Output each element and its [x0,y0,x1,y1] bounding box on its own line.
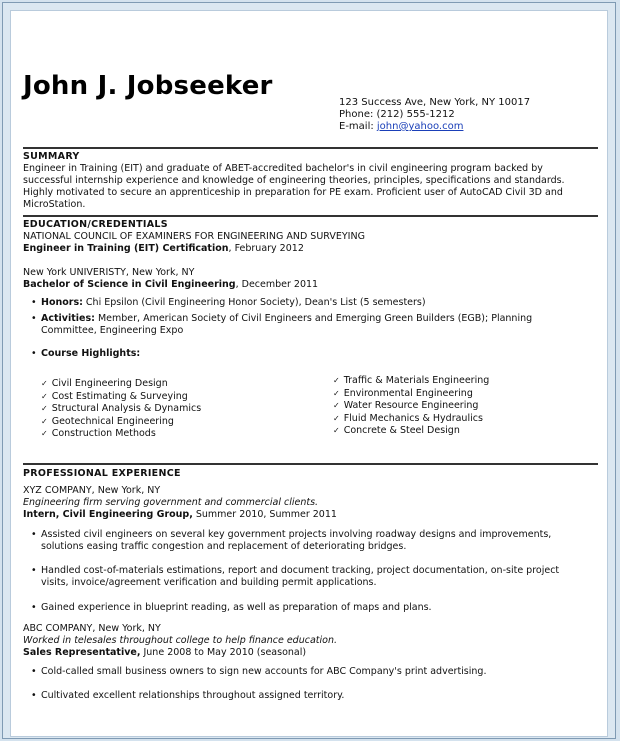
course-name: Fluid Mechanics & Hydraulics [343,412,483,424]
candidate-name: John J. Jobseeker [23,71,273,101]
cert-name: Engineer in Training (EIT) Certification [23,243,229,254]
course-item [41,428,156,440]
course-item [41,378,168,390]
bullet-text: Handled cost-of-materials estimations, report and document tracking, project documentation, on-site project [41,565,560,576]
cert-org: NATIONAL COUNCIL OF EXAMINERS FOR ENGINEERING AND SURVEYING [23,231,365,242]
course-item [333,388,473,400]
checkmark-icon: ✓ [333,376,340,385]
email-label: E-mail: [339,121,377,132]
contact-block [339,97,530,133]
activities-text-cont: Committee, Engineering Expo [41,325,184,336]
job2-role-date: June 2008 to May 2010 (seasonal) [140,647,307,658]
course-highlights-item [31,348,589,360]
job1-description: Engineering firm serving government and commercial clients. [23,497,319,508]
checkmark-icon: ✓ [41,404,48,413]
education-title: EDUCATION/CREDENTIALS [23,219,168,230]
activities-item [31,313,589,337]
course-item [333,425,460,437]
bullet-icon: • [31,666,37,677]
school-line: New York UNIVERISTY, New York, NY [23,267,195,278]
course-item [333,413,483,425]
job2-role-title: Sales Representative, [23,647,141,658]
course-item [41,403,201,415]
section-divider [23,463,598,465]
bullet-icon: • [31,565,37,576]
checkmark-icon: ✓ [333,413,340,423]
course-name: Cost Estimating & Surveying [51,390,188,402]
section-divider [23,215,598,217]
cert-date: , February 2012 [228,243,304,254]
bullet-text: Cultivated excellent relationships throughout assigned territory. [41,690,345,701]
course-name: Geotechnical Engineering [51,415,174,427]
course-item [333,375,489,387]
checkmark-icon: ✓ [41,429,48,438]
course-item [41,391,188,403]
cert-line [23,243,593,255]
bullet-icon: • [31,313,37,324]
degree-name: Bachelor of Science in Civil Engineering [23,279,236,290]
course-item [333,400,478,412]
job2-role [23,647,593,659]
bullet-icon: • [31,348,37,359]
checkmark-icon: ✓ [333,426,340,435]
summary-line: successful internship experience and knowledge of engineering theories, principles, specifications and standards. [23,175,565,186]
resume-page [11,11,607,736]
bullet-text: Gained experience in blueprint reading, as well as preparation of maps and plans. [41,602,432,613]
course-name: Civil Engineering Design [51,378,168,389]
bullet-icon: • [31,297,37,308]
bullet-icon: • [31,690,37,701]
degree-line [23,279,593,291]
course-name: Concrete & Steel Design [343,425,460,436]
phone: Phone: (212) 555-1212 [339,109,455,120]
activities-label: Activities: [41,313,95,324]
document-frame [2,2,616,739]
job1-company: XYZ COMPANY, New York, NY [23,485,161,496]
summary-text [23,163,593,211]
job2-bullet [31,690,589,702]
course-name: Construction Methods [51,428,156,439]
course-name: Environmental Engineering [343,387,473,399]
job1-bullet [31,602,589,614]
checkmark-icon: ✓ [41,379,48,388]
email-link[interactable]: john@yahoo.com [376,121,464,132]
honors-label: Honors: [41,297,83,308]
job2-description: Worked in telesales throughout college to help finance education. [23,635,337,646]
section-divider [23,147,598,149]
course-item [41,416,174,428]
bullet-icon: • [31,602,37,613]
job1-bullet [31,565,589,589]
summary-line: MicroStation. [23,199,86,210]
course-highlights-label: Course Highlights: [41,348,141,359]
job1-role-title: Intern, Civil Engineering Group, [23,509,193,520]
job1-role-date: Summer 2010, Summer 2011 [192,509,337,520]
checkmark-icon: ✓ [333,401,340,410]
email-line [339,121,530,133]
checkmark-icon: ✓ [41,416,48,426]
bullet-text: solutions easing traffic congestion and replacement of deteriorating bridges. [41,541,407,552]
summary-title: SUMMARY [23,151,80,162]
job2-company: ABC COMPANY, New York, NY [23,623,161,634]
job2-bullet [31,666,589,678]
job1-bullet [31,529,589,553]
checkmark-icon: ✓ [41,391,48,401]
activities-text: Member, American Society of Civil Engineers and Emerging Green Builders (EGB); Planning [94,313,533,324]
bullet-text: Cold-called small business owners to sign new accounts for ABC Company's print advertising. [41,666,487,677]
honors-text: Chi Epsilon (Civil Engineering Honor Society), Dean's List (5 semesters) [82,297,426,308]
course-name: Traffic & Materials Engineering [343,375,490,386]
course-name: Water Resource Engineering [343,400,479,411]
degree-date: , December 2011 [235,279,319,290]
address: 123 Success Ave, New York, NY 10017 [339,97,531,108]
honors-item [31,297,589,309]
course-name: Structural Analysis & Dynamics [51,403,202,414]
experience-title: PROFESSIONAL EXPERIENCE [23,468,181,479]
job1-role [23,509,593,521]
bullet-icon: • [31,529,37,540]
bullet-text: visits, invoice/agreement verification and building permit applications. [41,577,377,588]
summary-line: Highly motivated to secure an apprenticeship in preparation for PE exam. Proficient user of AutoCAD Civil 3D and [23,187,563,198]
bullet-text: Assisted civil engineers on several key government projects involving roadway designs and improvements, [41,529,552,540]
checkmark-icon: ✓ [333,388,340,398]
summary-line: Engineer in Training (EIT) and graduate of ABET-accredited bachelor's in civil engineering program backed by [23,163,543,174]
